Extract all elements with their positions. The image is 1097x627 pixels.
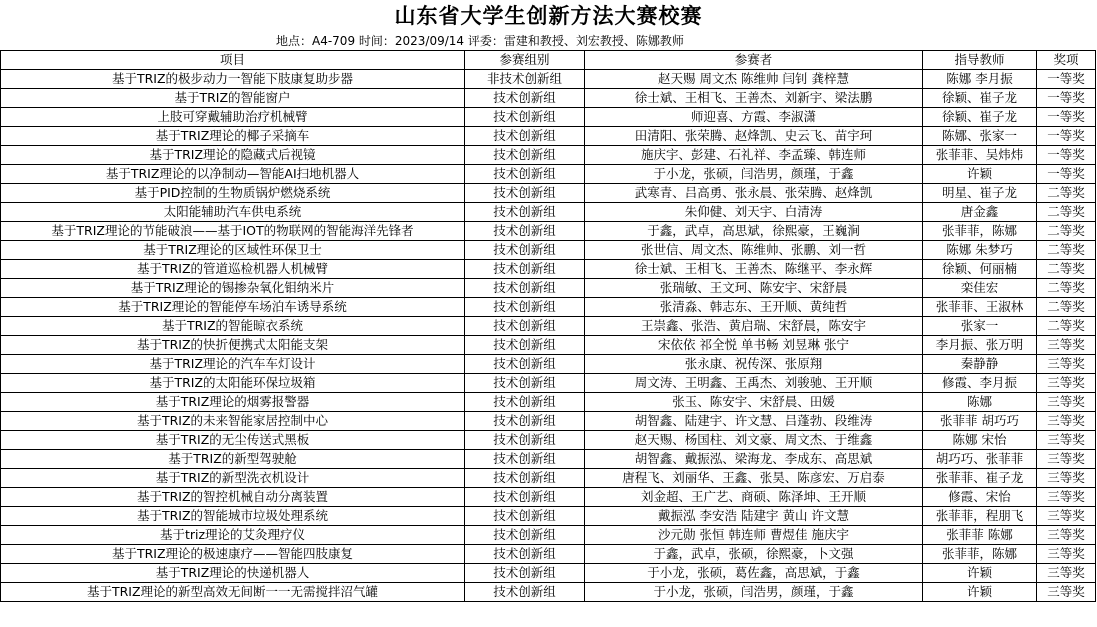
cell-advisor[interactable]: 秦静静 [923,355,1037,374]
cell-advisor[interactable]: 张菲菲，陈娜 [923,545,1037,564]
cell-group[interactable]: 技术创新组 [465,450,585,469]
cell-group[interactable]: 技术创新组 [465,431,585,450]
cell-participants[interactable]: 唐程飞、刘丽华、王鑫、张昊、陈彦宏、万启泰 [585,469,923,488]
cell-award[interactable]: 三等奖 [1037,355,1096,374]
table-row [1,108,1096,127]
cell-advisor[interactable]: 明星、崔子龙 [923,184,1037,203]
table-row [1,488,1096,507]
page-title: 山东省大学生创新方法大赛校赛 [394,3,703,28]
cell-project[interactable]: 基于TRIZ的极步动力一智能下肢康复助步器 [1,70,465,89]
cell-advisor[interactable]: 陈娜 朱梦巧 [923,241,1037,260]
table-row [1,89,1096,108]
cell-participants[interactable]: 于小龙，张硕，闫浩男，颜瑾，于鑫 [585,583,923,602]
cell-project[interactable]: 基于TRIZ理论的区域性环保卫士 [1,241,465,260]
cell-project[interactable]: 基于TRIZ的管道巡检机器人机械臂 [1,260,465,279]
cell-award[interactable]: 三等奖 [1037,526,1096,545]
cell-advisor[interactable]: 陈娜、张家一 [923,127,1037,146]
cell-participants[interactable]: 赵天赐 周文杰 陈维帅 闫钊 龚梓慧 [585,70,923,89]
cell-group[interactable]: 技术创新组 [465,317,585,336]
cell-group[interactable]: 技术创新组 [465,89,585,108]
table-row [1,317,1096,336]
table-row [1,70,1096,89]
cell-advisor[interactable]: 许颖 [923,583,1037,602]
cell-group[interactable]: 技术创新组 [465,488,585,507]
cell-participants[interactable]: 施庆宇、彭建、石礼祥、李孟臻、韩连师 [585,146,923,165]
table-row [1,146,1096,165]
cell-group[interactable]: 技术创新组 [465,583,585,602]
table-row [1,374,1096,393]
cell-advisor[interactable]: 张菲菲 胡巧巧 [923,412,1037,431]
table-row [1,184,1096,203]
cell-participants[interactable]: 张玉、陈安宇、宋舒晨、田媛 [585,393,923,412]
cell-award[interactable]: 三等奖 [1037,507,1096,526]
cell-participants[interactable]: 于鑫，武卓，高思斌，徐熙豪，王巍涧 [585,222,923,241]
cell-advisor[interactable]: 栾佳宏 [923,279,1037,298]
header-group: 参赛组别 [465,51,585,70]
cell-participants[interactable]: 于鑫，武卓，张硕，徐熙豪，卜文强 [585,545,923,564]
cell-project[interactable]: 基于TRIZ理论的极速康疗——智能四肢康复 [1,545,465,564]
cell-advisor[interactable]: 修霞、李月振 [923,374,1037,393]
cell-participants[interactable]: 胡智鑫、戴振泓、梁海龙、李成东、高思斌 [585,450,923,469]
cell-award[interactable]: 一等奖 [1037,127,1096,146]
cell-participants[interactable]: 张永康、祝传深、张原翔 [585,355,923,374]
cell-project[interactable]: 上肢可穿戴辅助治疗机械臂 [1,108,465,127]
cell-project[interactable]: 基于TRIZ理论的智能停车场泊车诱导系统 [1,298,465,317]
cell-award[interactable]: 三等奖 [1037,450,1096,469]
cell-advisor[interactable]: 许颖 [923,165,1037,184]
cell-award[interactable]: 一等奖 [1037,70,1096,89]
cell-group[interactable]: 技术创新组 [465,526,585,545]
cell-advisor[interactable]: 张菲菲 陈娜 [923,526,1037,545]
cell-participants[interactable]: 于小龙，张硕，葛佐鑫，高思斌，于鑫 [585,564,923,583]
cell-participants[interactable]: 张瑞敏、王文珂、陈安宇、宋舒晨 [585,279,923,298]
cell-participants[interactable]: 武寒青、吕高勇、张永晨、张荣腾、赵烽凯 [585,184,923,203]
cell-project[interactable]: 基于TRIZ的智控机械自动分离装置 [1,488,465,507]
cell-group[interactable]: 技术创新组 [465,507,585,526]
cell-project[interactable]: 基于triz理论的艾灸理疗仪 [1,526,465,545]
cell-participants[interactable]: 张世信、周文杰、陈维帅、张鹏、刘一哲 [585,241,923,260]
cell-group[interactable]: 技术创新组 [465,184,585,203]
cell-group[interactable]: 技术创新组 [465,241,585,260]
cell-advisor[interactable]: 徐颖、崔子龙 [923,89,1037,108]
cell-project[interactable]: 基于TRIZ的快折便携式太阳能支架 [1,336,465,355]
cell-project[interactable]: 基于TRIZ理论的椰子采摘车 [1,127,465,146]
cell-advisor[interactable]: 修霞、宋怡 [923,488,1037,507]
table-row [1,203,1096,222]
cell-award[interactable]: 一等奖 [1037,146,1096,165]
table-row [1,127,1096,146]
cell-project[interactable]: 基于TRIZ的新型驾驶舱 [1,450,465,469]
cell-participants[interactable]: 赵天赐、杨国柱、刘文豪、周文杰、于维鑫 [585,431,923,450]
cell-award[interactable]: 三等奖 [1037,393,1096,412]
event-meta: 地点：A4-709 时间：2023/09/14 评委：雷建和教授、刘宏教授、陈娜教师 [276,34,684,48]
cell-participants[interactable]: 宋依依 祁全悦 单书畅 刘昱琳 张宁 [585,336,923,355]
cell-award[interactable]: 三等奖 [1037,431,1096,450]
cell-award[interactable]: 三等奖 [1037,488,1096,507]
table-row [1,336,1096,355]
table-row [1,545,1096,564]
cell-advisor[interactable]: 张菲菲、崔子龙 [923,469,1037,488]
cell-participants[interactable]: 周文涛、王明鑫、王禹杰、刘骏驰、王开顺 [585,374,923,393]
table-row [1,469,1096,488]
cell-participants[interactable]: 刘金超、王广艺、商硕、陈泽坤、王开顺 [585,488,923,507]
cell-advisor[interactable]: 徐颖、崔子龙 [923,108,1037,127]
header-award: 奖项 [1037,51,1096,70]
cell-project[interactable]: 基于TRIZ的智能窗户 [1,89,465,108]
cell-project[interactable]: 基于PID控制的生物质锅炉燃烧系统 [1,184,465,203]
cell-award[interactable]: 一等奖 [1037,108,1096,127]
table-row [1,412,1096,431]
cell-award[interactable]: 三等奖 [1037,583,1096,602]
cell-advisor[interactable]: 张菲菲，陈娜 [923,222,1037,241]
cell-advisor[interactable]: 胡巧巧、张菲菲 [923,450,1037,469]
cell-participants[interactable]: 戴振泓 李安浩 陆建宇 黄山 许文慧 [585,507,923,526]
cell-advisor[interactable]: 唐金鑫 [923,203,1037,222]
cell-advisor[interactable]: 张家一 [923,317,1037,336]
cell-group[interactable]: 技术创新组 [465,412,585,431]
table-row [1,583,1096,602]
header-advisor: 指导教师 [923,51,1037,70]
cell-project[interactable]: 基于TRIZ理论的汽车车灯设计 [1,355,465,374]
cell-participants[interactable]: 胡智鑫、陆建宇、许文慧、吕蓬勃、段维涛 [585,412,923,431]
table-row [1,507,1096,526]
cell-award[interactable]: 二等奖 [1037,279,1096,298]
cell-award[interactable]: 三等奖 [1037,336,1096,355]
cell-award[interactable]: 一等奖 [1037,89,1096,108]
cell-project[interactable]: 基于TRIZ的新型洗衣机设计 [1,469,465,488]
cell-project[interactable]: 基于TRIZ理论的新型高效无间断一一无需搅拌沼气罐 [1,583,465,602]
cell-group[interactable]: 技术创新组 [465,203,585,222]
cell-group[interactable]: 技术创新组 [465,393,585,412]
cell-group[interactable]: 技术创新组 [465,146,585,165]
cell-award[interactable]: 三等奖 [1037,412,1096,431]
cell-group[interactable]: 技术创新组 [465,336,585,355]
cell-group[interactable]: 技术创新组 [465,260,585,279]
cell-award[interactable]: 一等奖 [1037,165,1096,184]
table-row [1,393,1096,412]
cell-advisor[interactable]: 许颖 [923,564,1037,583]
cell-award[interactable]: 二等奖 [1037,260,1096,279]
table-row [1,165,1096,184]
header-row [1,51,1096,70]
table-row [1,450,1096,469]
table-row [1,222,1096,241]
cell-participants[interactable]: 朱仰健、刘天宇、白清涛 [585,203,923,222]
cell-project[interactable]: 基于TRIZ理论的节能破浪——基于IOT的物联网的智能海洋先锋者 [1,222,465,241]
cell-group[interactable]: 技术创新组 [465,165,585,184]
table-row [1,279,1096,298]
cell-advisor[interactable]: 徐颖、何丽楠 [923,260,1037,279]
cell-group[interactable]: 技术创新组 [465,564,585,583]
cell-project[interactable]: 基于TRIZ的智能城市垃圾处理系统 [1,507,465,526]
cell-participants[interactable]: 田清阳、张荣腾、赵烽凯、史云飞、苗宇珂 [585,127,923,146]
cell-project[interactable]: 基于TRIZ理论的隐藏式后视镜 [1,146,465,165]
table-row [1,298,1096,317]
cell-project[interactable]: 基于TRIZ理论的锡掺杂氧化钼纳米片 [1,279,465,298]
cell-award[interactable]: 三等奖 [1037,545,1096,564]
cell-award[interactable]: 三等奖 [1037,564,1096,583]
cell-group[interactable]: 技术创新组 [465,374,585,393]
cell-advisor[interactable]: 张菲菲、王淑林 [923,298,1037,317]
cell-participants[interactable]: 王崇鑫、张浩、黄启瑞、宋舒晨，陈安宇 [585,317,923,336]
cell-award[interactable]: 二等奖 [1037,241,1096,260]
cell-participants[interactable]: 徐士斌、王相飞、王善杰、刘新宇、梁法鹏 [585,89,923,108]
cell-participants[interactable]: 师迎喜、方霞、李淑潇 [585,108,923,127]
table-row [1,260,1096,279]
cell-award[interactable]: 二等奖 [1037,317,1096,336]
cell-award[interactable]: 三等奖 [1037,469,1096,488]
cell-group[interactable]: 非技术创新组 [465,70,585,89]
cell-participants[interactable]: 徐士斌、王相飞、王善杰、陈继平、李永辉 [585,260,923,279]
results-table [0,50,1096,602]
cell-advisor[interactable]: 张菲菲、吴炜炜 [923,146,1037,165]
table-row [1,241,1096,260]
table-row [1,431,1096,450]
table-row [1,355,1096,374]
cell-award[interactable]: 三等奖 [1037,374,1096,393]
cell-participants[interactable]: 张清淼、韩志东、王开顺、黄纯哲 [585,298,923,317]
table-body [1,70,1096,602]
cell-participants[interactable]: 于小龙，张硕，闫浩男，颜瑾，于鑫 [585,165,923,184]
cell-group[interactable]: 技术创新组 [465,298,585,317]
cell-advisor[interactable]: 李月振、张万明 [923,336,1037,355]
cell-award[interactable]: 二等奖 [1037,298,1096,317]
cell-group[interactable]: 技术创新组 [465,355,585,374]
header-project: 项目 [1,51,465,70]
cell-advisor[interactable]: 陈娜 李月振 [923,70,1037,89]
table-row [1,526,1096,545]
cell-group[interactable]: 技术创新组 [465,222,585,241]
cell-advisor[interactable]: 陈娜 宋怡 [923,431,1037,450]
cell-advisor[interactable]: 陈娜 [923,393,1037,412]
cell-group[interactable]: 技术创新组 [465,127,585,146]
cell-participants[interactable]: 沙元勋 张恒 韩连师 曹煜佳 施庆宇 [585,526,923,545]
cell-group[interactable]: 技术创新组 [465,108,585,127]
cell-project[interactable]: 基于TRIZ理论的以净制动—智能AI扫地机器人 [1,165,465,184]
cell-project[interactable]: 基于TRIZ理论的快递机器人 [1,564,465,583]
cell-project[interactable]: 太阳能辅助汽车供电系统 [1,203,465,222]
cell-group[interactable]: 技术创新组 [465,545,585,564]
cell-project[interactable]: 基于TRIZ的太阳能环保垃圾箱 [1,374,465,393]
cell-project[interactable]: 基于TRIZ的智能晾衣系统 [1,317,465,336]
cell-group[interactable]: 技术创新组 [465,469,585,488]
header-participants: 参赛者 [585,51,923,70]
cell-advisor[interactable]: 张菲菲，程朋飞 [923,507,1037,526]
table-row [1,564,1096,583]
cell-group[interactable]: 技术创新组 [465,279,585,298]
cell-project[interactable]: 基于TRIZ的无尘传送式黑板 [1,431,465,450]
cell-project[interactable]: 基于TRIZ理论的烟雾报警器 [1,393,465,412]
cell-award[interactable]: 二等奖 [1037,184,1096,203]
cell-award[interactable]: 二等奖 [1037,222,1096,241]
cell-award[interactable]: 二等奖 [1037,203,1096,222]
cell-project[interactable]: 基于TRIZ的未来智能家居控制中心 [1,412,465,431]
